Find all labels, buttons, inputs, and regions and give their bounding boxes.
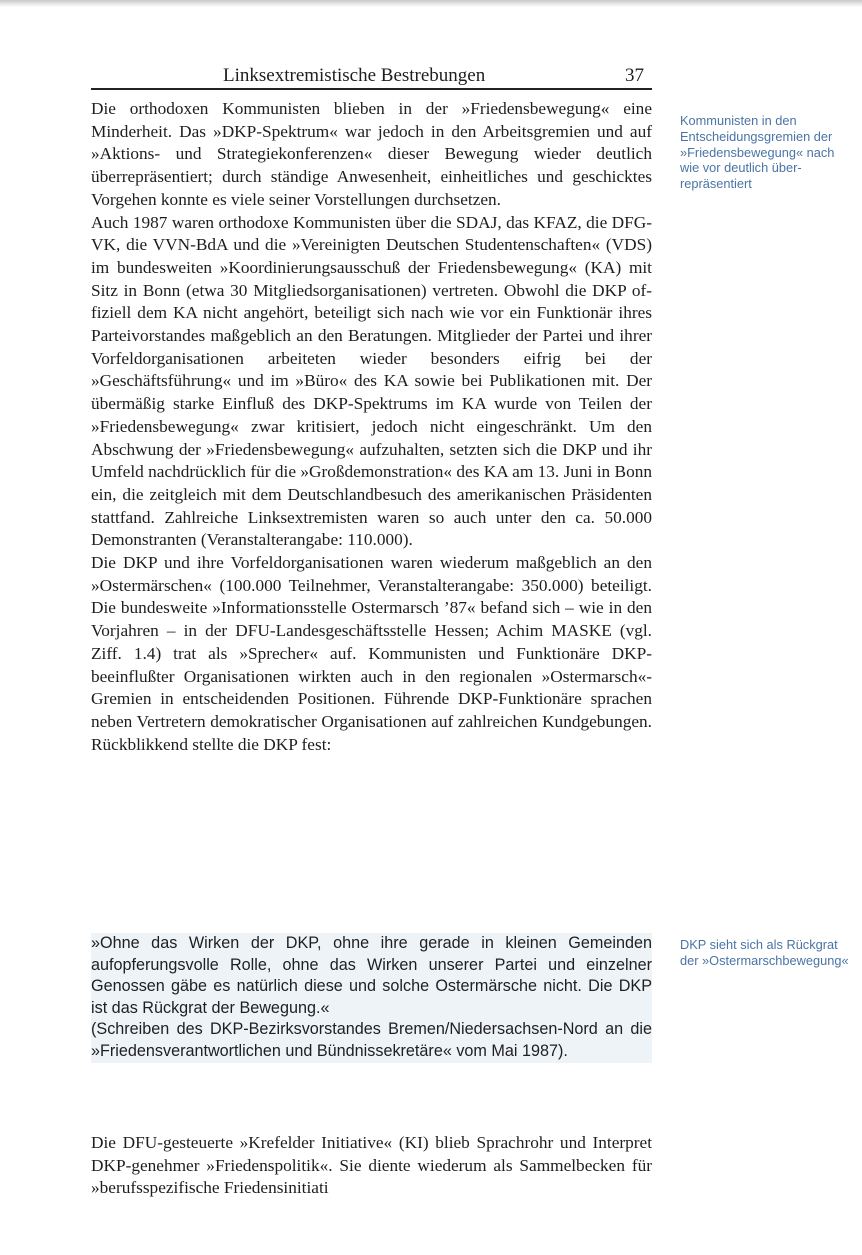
paragraph: Die DKP und ihre Vorfeldorganisationen waren wiederum maßgeblich an den »Ostermärschen« (100.000 Teilnehmer, Veranstalterangabe: 350.000) beteiligt. Die bundesweite »Informationsstelle Ostermarsch ’87« befand sich – wie in den Vorjahren – in der DFU-Landesgeschäftsstelle Hessen; Achim MASKE (vgl. Ziff. 1.4) trat als »Sprecher« auf. Kommunisten und Funktionäre DKP-beeinflußter Organisationen wirkten auch in den regionalen »Ostermarsch«-Gremien in entscheidenden Positionen. Führende DKP-Funktionäre sprachen neben Vertretern demokratischer Organisationen auf zahlreichen Kundgebungen. Rückblikkend stellte die DKP fest:	[91, 553, 652, 754]
quotation-text: »Ohne das Wirken der DKP, ohne ihre gerade in kleinen Gemeinden aufopferungsvolle Rolle, ohne das Wirken unserer Partei und einzelner Genossen gäbe es natürlich diese und solche Ostermärsche nicht. Die DKP ist das Rückgrat der Bewegung.«	[91, 934, 652, 1017]
quotation-block	[91, 933, 652, 1063]
margin-note: DKP sieht sich als Rückgrat der »Ostermarschbewegung«	[680, 937, 849, 968]
page-edge-shadow	[0, 0, 862, 7]
paragraph: Die orthodoxen Kommunisten blieben in der »Friedensbewegung« eine Minderheit. Das »DKP-Spektrum« war jedoch in den Arbeitsgremien und auf »Aktions- und Strategiekonferenzen« dieser Bewegung wieder deutlich überrepräsentiert; durch ständige Anwesenheit, einheitliches und geschicktes Vorgehen konnte es viele seiner Vorstellungen durchsetzen.	[91, 99, 652, 209]
paragraph: Die DFU-gesteuerte »Krefelder Initiative« (KI) blieb Sprachrohr und Interpret DKP-genehmer »Friedenspolitik«. Sie diente wiederum als Sammelbecken für »berufsspezifische Friedensinitiati	[91, 1133, 652, 1198]
main-text	[91, 98, 652, 756]
page-number: 37	[625, 65, 644, 86]
chapter-title: Linksextremistische Bestrebungen	[223, 65, 486, 86]
paragraph: Auch 1987 waren orthodoxe Kommunisten über die SDAJ, das KFAZ, die DFG-VK, die VVN-BdA und die »Vereinigten Deutschen Studentenschaften« (VDS) im bundesweiten »Koordinierungsausschuß der Friedensbewegung« (KA) mit Sitz in Bonn (etwa 30 Mitgliedsorganisationen) vertreten. Obwohl die DKP offiziell dem KA nicht angehört, beteiligt sich nach wie vor ein Funktionär ihres Parteivorstandes maßgeblich an den Beratungen. Mitglieder der Partei und ihrer Vorfeldorganisationen arbeiteten wieder besonders eifrig bei der »Geschäftsführung« und im »Büro« des KA sowie bei Publikationen mit. Der übermäßig starke Einfluß des DKP-Spektrums im KA wurde von Teilen der »Friedensbewegung« zwar kritisiert, jedoch nicht eingeschränkt. Um den Abschwung der »Friedensbewegung« aufzuhalten, setzten sich die DKP und ihr Umfeld nachdrücklich für die »Großdemonstration« des KA am 13. Juni in Bonn ein, die zeitgleich mit dem Deutschlandbesuch des amerikanischen Präsidenten stattfand. Zahlreiche Linksextremisten waren so auch unter den ca. 50.000 Demonstranten (Veranstalterangabe: 110.000).	[91, 212, 652, 550]
quotation-source: (Schreiben des DKP-Bezirksvorstandes Bremen/Niedersachsen-Nord an die »Friedensverantwortlichen und Bündnissekretäre« vom Mai 1987).	[91, 1020, 652, 1060]
margin-note: Kommunisten in den Entscheidungsgremien der »Friedensbewegung« nach wie vor deutlich überrepräsentiert	[680, 113, 835, 192]
continuation-text	[91, 1132, 652, 1200]
running-header	[91, 64, 652, 90]
